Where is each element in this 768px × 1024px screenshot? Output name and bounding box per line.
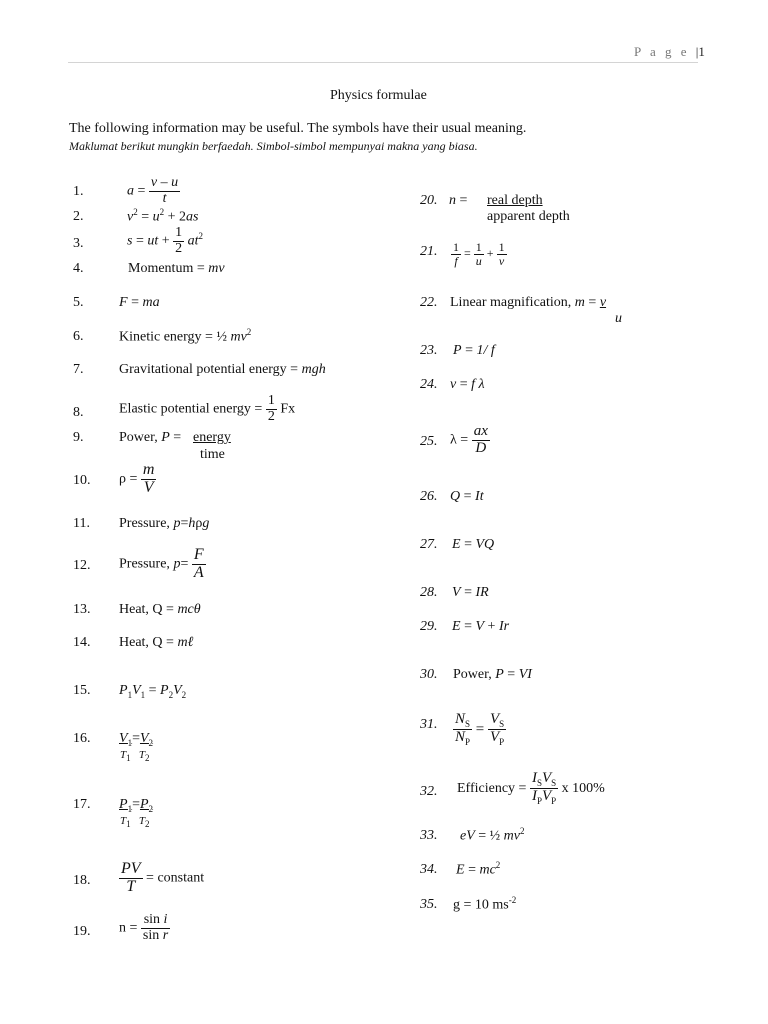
item-number: 35. <box>420 897 438 912</box>
pressure-law-denominators: $T_1$ $T_2$ <box>120 815 150 830</box>
formula-acceleration: a = $\frac{v - u}{t}$ <box>127 175 179 206</box>
formula-gas-law: $\frac{PV}{T}$ = constant <box>121 860 205 895</box>
item-number: 5. <box>73 295 84 310</box>
item-number: 34. <box>420 862 438 877</box>
item-number: 10. <box>73 473 91 488</box>
item-number: 12. <box>73 558 91 573</box>
formula-pressure-force: Pressure, p= $\frac{F}{A}$ <box>119 546 204 581</box>
page-number: 1 <box>698 44 705 59</box>
item-number: 4. <box>73 261 84 276</box>
item-number: 14. <box>73 635 91 650</box>
item-number: 24. <box>420 377 438 392</box>
kinetic-label: Kinetic energy = ½ <box>119 329 231 345</box>
item-number: 27. <box>420 537 438 552</box>
item-number: 17. <box>73 797 91 812</box>
item-number: 2. <box>73 209 84 224</box>
formula-latent-heat: Heat, Q = mℓ <box>119 635 194 650</box>
formula-gravity: g = 10 $ms^{-2}$ <box>453 895 517 913</box>
real-depth-denominator: apparent depth <box>487 209 570 224</box>
formula-energy-charge: E = VQ <box>452 537 495 552</box>
formula-heat-capacity: Heat, Q = mcθ <box>119 602 201 617</box>
gravity-label: g = 10 ms <box>453 897 509 913</box>
formula-real-depth: n = <box>449 193 468 208</box>
formula-power: Power, P = <box>119 430 182 445</box>
item-number: 28. <box>420 585 438 600</box>
formula-kinetic-energy: Kinetic energy = ½ $mv^2$ <box>119 327 252 345</box>
gas-law-rhs: = constant <box>142 870 205 886</box>
page-separator: | <box>695 44 699 59</box>
item-number: 22. <box>420 295 438 310</box>
formula-force: F = ma <box>119 295 160 310</box>
formula-interference: λ = $\frac{ax}{D}$ <box>450 423 488 456</box>
formula-pressure-law: $P_1=P_2$ <box>119 797 154 814</box>
item-number: 1. <box>73 184 84 199</box>
formula-refractive-index: n = $\frac{\text{sin i}}{\text{sin r}}$ <box>119 912 169 943</box>
magnification-denominator: u <box>615 311 622 326</box>
power-numerator: energy <box>193 430 231 445</box>
item-number: 26. <box>420 489 438 504</box>
magnification-label: Linear magnification, <box>450 295 575 310</box>
intro-malay: Maklumat berikut mungkin berfaedah. Simbol-simbol mempunyai makna yang biasa. <box>69 139 478 153</box>
formula-charge: Q = It <box>450 489 484 504</box>
heat-label: Heat, Q = <box>119 602 178 617</box>
formula-electric-power: Power, P = VI <box>453 667 532 682</box>
page-title: Physics formulae <box>330 88 427 103</box>
formula-ohm: V = IR <box>452 585 489 600</box>
item-number: 13. <box>73 602 91 617</box>
item-number: 11. <box>73 516 90 531</box>
formula-efficiency: Efficiency = $\frac{I_SV_S}{I_PV_P}$ x 100% <box>457 770 605 807</box>
formula-displacement: s = ut + $\frac{1}{2}$ $at^2$ <box>127 225 204 256</box>
item-number: 18. <box>73 873 91 888</box>
power-label: Power, <box>119 430 162 445</box>
formula-wave-speed: v = f λ <box>450 377 485 392</box>
item-number: 21. <box>420 244 438 259</box>
item-number: 23. <box>420 343 438 358</box>
formula-transformer: $\frac{N_S}{N_P}$ = $\frac{V_S}{V_P}$ <box>455 711 505 748</box>
formula-charles: $V_1=V_2$ <box>119 731 154 748</box>
momentum-label: Momentum = <box>128 261 209 276</box>
item-number: 32. <box>420 784 438 799</box>
item-number: 9. <box>73 430 84 445</box>
page-header <box>634 44 705 60</box>
item-number: 6. <box>73 329 84 344</box>
formula-lens: $\frac{1}{f}$ = $\frac{1}{u}$ + $\frac{1}{v}$ <box>453 240 505 268</box>
efficiency-tail: x 100% <box>558 781 605 797</box>
formula-power-lens: P = 1/ f <box>453 343 495 358</box>
charles-denominators: $T_1$ $T_2$ <box>120 749 150 764</box>
formula-momentum: Momentum = mv <box>128 261 225 276</box>
formula-electron-energy: eV = ½ $mv^2$ <box>460 826 525 844</box>
formula-boyle: $P_1V_1 = P_2V_2$ <box>119 683 187 700</box>
efficiency-label: Efficiency = <box>457 781 530 797</box>
formula-mass-energy: $E = mc^2$ <box>456 860 501 878</box>
formula-magnification: Linear magnification, m = v <box>450 295 607 310</box>
item-number: 8. <box>73 405 84 420</box>
pressure-label: Pressure, <box>119 516 174 531</box>
item-number: 31. <box>420 717 438 732</box>
item-number: 25. <box>420 434 438 449</box>
item-number: 33. <box>420 828 438 843</box>
power-denominator: time <box>200 447 225 462</box>
formula-gravitational-pe: Gravitational potential energy = mgh <box>119 362 326 377</box>
item-number: 19. <box>73 924 91 939</box>
intro-english: The following information may be useful. The symbols have their usual meaning. <box>69 121 527 136</box>
formula-elastic-pe: Elastic potential energy = $\frac{1}{2}$ Fx <box>119 393 296 424</box>
pressure-label: Pressure, <box>119 556 174 572</box>
item-number: 30. <box>420 667 438 682</box>
item-number: 16. <box>73 731 91 746</box>
formula-density: ρ = $\frac{m}{V}$ <box>119 461 155 496</box>
item-number: 15. <box>73 683 91 698</box>
n-label: n = <box>119 920 141 936</box>
power-label: Power, <box>453 667 496 682</box>
header-rule <box>68 62 698 63</box>
item-number: 3. <box>73 236 84 251</box>
item-number: 7. <box>73 362 84 377</box>
heat-label: Heat, Q = <box>119 635 178 650</box>
item-number: 20. <box>420 193 438 208</box>
gpe-label: Gravitational potential energy = <box>119 362 302 377</box>
formula-emf: E = V + Ir <box>452 619 510 634</box>
item-number: 29. <box>420 619 438 634</box>
epe-label: Elastic potential energy = <box>119 401 266 417</box>
formula-v-squared: $v^2 = u^2 + 2as$ <box>127 207 199 225</box>
real-depth-numerator: real depth <box>487 193 543 208</box>
formula-pressure-fluid: Pressure, p=hρg <box>119 516 210 531</box>
page-word: P a g e <box>634 44 690 59</box>
